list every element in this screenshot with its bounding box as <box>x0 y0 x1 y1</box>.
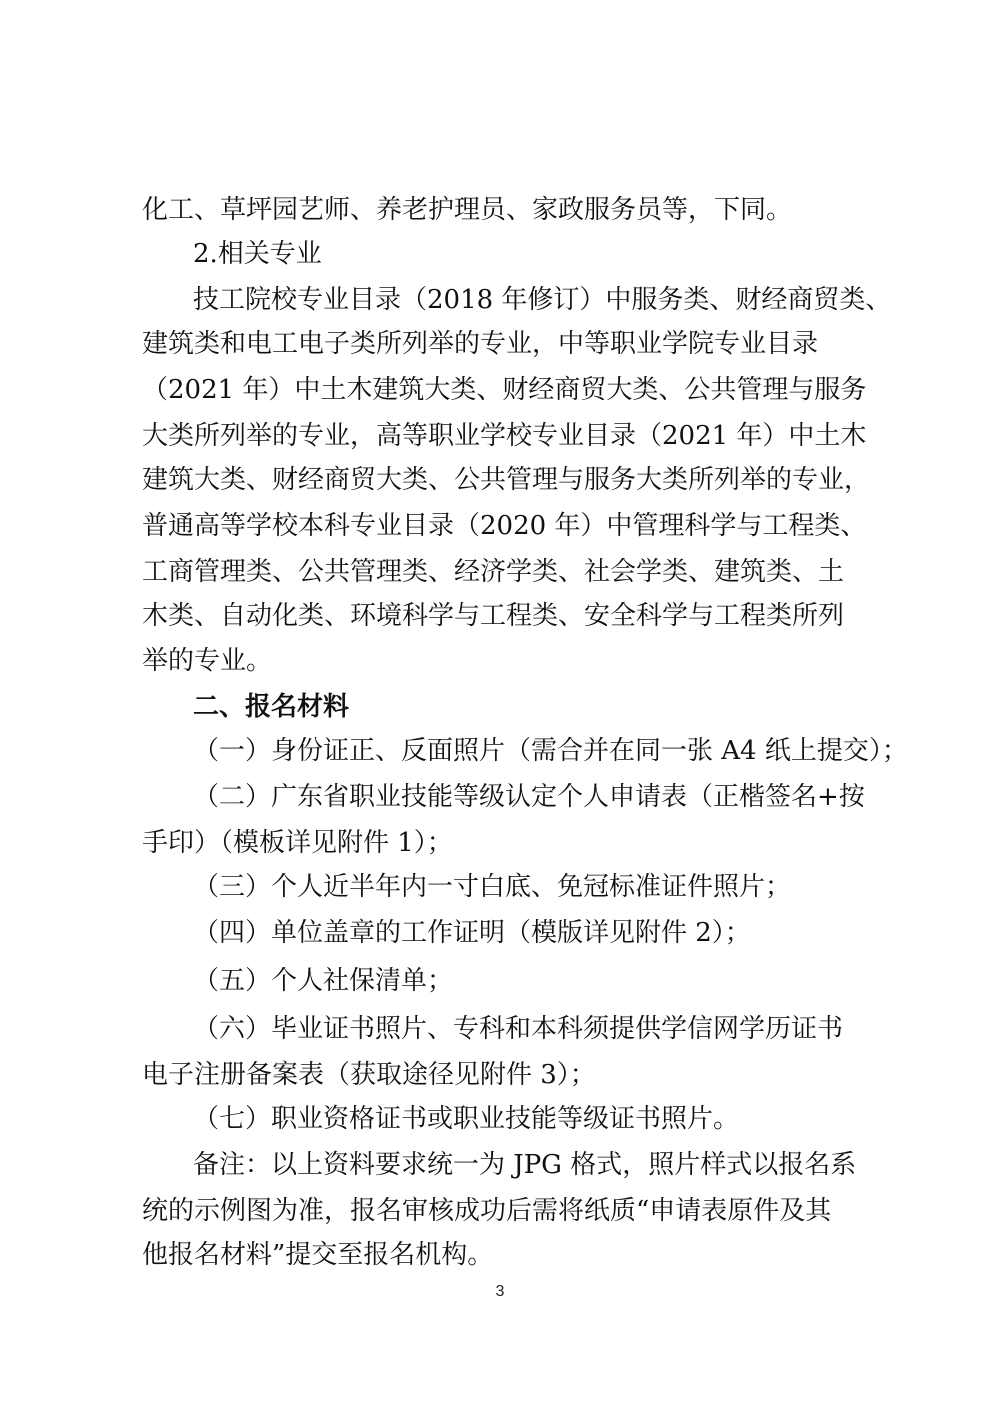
material-item-5: （五）个人社保清单； <box>193 966 454 996</box>
material-item-7: （七）职业资格证书或职业技能等级证书照片。 <box>193 1104 740 1134</box>
material-item-6: （六）毕业证书照片、专科和本科须提供学信网学历证书 <box>193 1014 844 1044</box>
body-line-7: 建筑大类、财经商贸大类、公共管理与服务大类所列举的专业， <box>142 465 871 495</box>
body-line-9: 工商管理类、公共管理类、经济学类、社会学类、建筑类、土 <box>142 557 845 587</box>
body-line-8: 普通高等学校本科专业目录（2020 年）中管理科学与工程类、 <box>142 511 867 541</box>
section-heading-related-majors: 2.相关专业 <box>193 239 322 269</box>
body-line-5: （2021 年）中土木建筑大类、财经商贸大类、公共管理与服务 <box>142 375 867 405</box>
body-line-10: 木类、自动化类、环境科学与工程类、安全科学与工程类所列 <box>142 601 845 631</box>
body-line-11: 举的专业。 <box>142 646 273 676</box>
body-line-1: 化工、草坪园艺师、养老护理员、家政服务员等，下同。 <box>142 195 793 225</box>
page-number: 3 <box>495 1283 505 1300</box>
material-item-6-continued: 电子注册备案表（获取途径见附件 3）； <box>142 1060 596 1090</box>
material-item-2: （二）广东省职业技能等级认定个人申请表（正楷签名+按 <box>193 782 865 812</box>
body-line-4: 建筑类和电工电子类所列举的专业，中等职业学院专业目录 <box>142 329 819 359</box>
note-line-2: 统的示例图为准，报名审核成功后需将纸质“申请表原件及其 <box>142 1196 832 1226</box>
material-item-1: （一）身份证正、反面照片（需合并在同一张 A4 纸上提交）； <box>193 736 908 766</box>
section-heading-registration-materials: 二、报名材料 <box>193 692 350 722</box>
material-item-2-continued: 手印）（模板详见附件 1）； <box>142 828 453 858</box>
note-line-1: 备注：以上资料要求统一为 JPG 格式，照片样式以报名系 <box>193 1150 857 1180</box>
material-item-3: （三）个人近半年内一寸白底、免冠标准证件照片； <box>193 872 792 902</box>
material-item-4: （四）单位盖章的工作证明（模版详见附件 2）； <box>193 918 751 948</box>
body-line-6: 大类所列举的专业，高等职业学校专业目录（2021 年）中土木 <box>142 421 867 451</box>
note-line-3: 他报名材料”提交至报名机构。 <box>142 1240 494 1270</box>
body-line-3: 技工院校专业目录（2018 年修订）中服务类、财经商贸类、 <box>193 285 892 315</box>
